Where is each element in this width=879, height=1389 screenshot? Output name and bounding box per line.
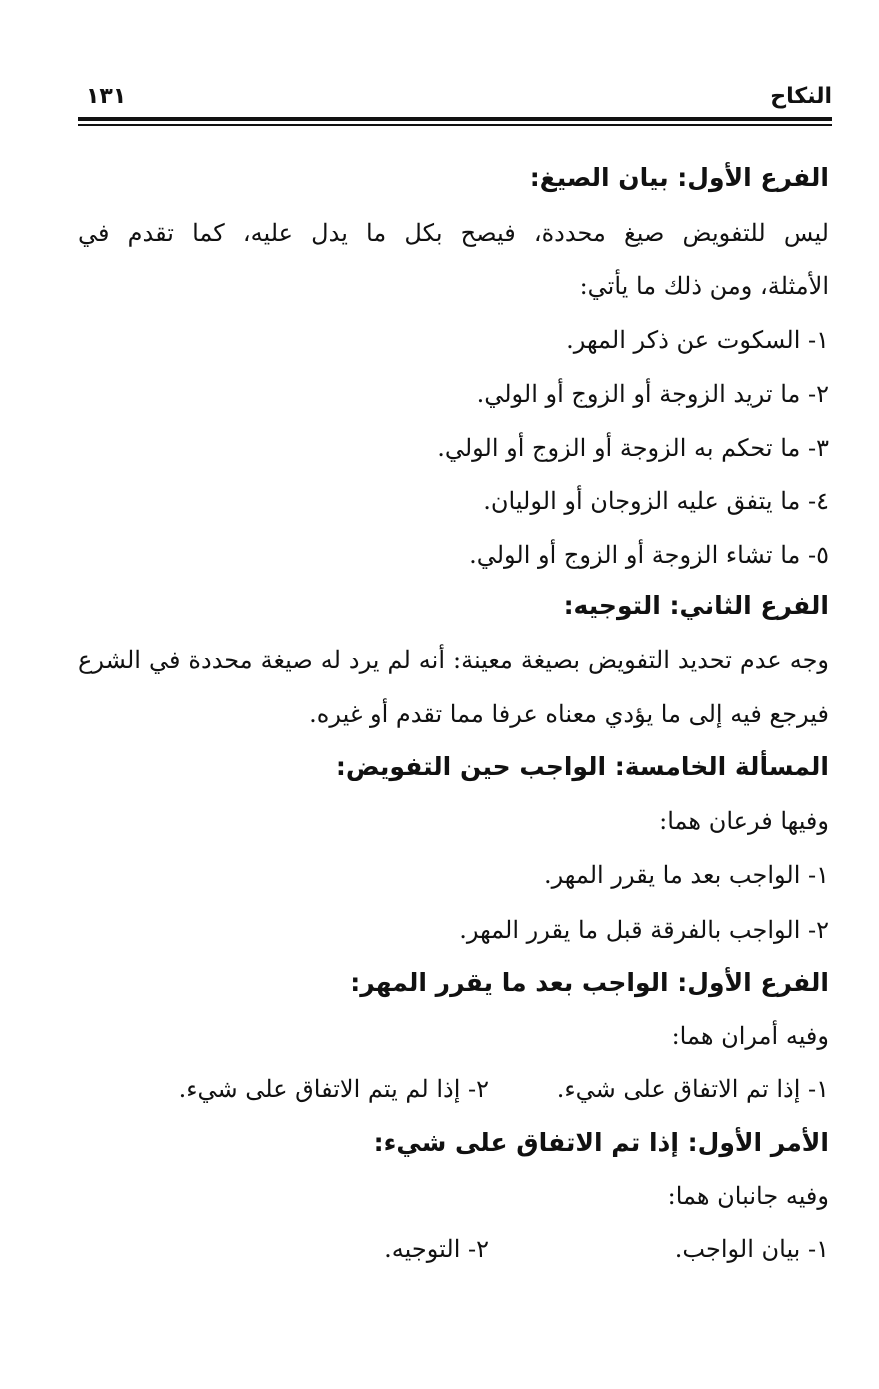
chapter-title: النكاح xyxy=(770,84,832,109)
list-item: ١- إذا تم الاتفاق على شيء. xyxy=(556,1075,829,1103)
paragraph-line: وفيه أمران هما: xyxy=(671,1022,829,1050)
list-item: ٤- ما يتفق عليه الزوجان أو الوليان. xyxy=(483,487,829,515)
list-item: ٢- ما تريد الزوجة أو الزوج أو الولي. xyxy=(476,380,829,408)
list-item: ١- بيان الواجب. xyxy=(674,1235,829,1263)
list-item: ٢- التوجيه. xyxy=(384,1235,489,1263)
section-heading: الفرع الثاني: التوجيه: xyxy=(563,591,829,620)
paragraph-line: وجه عدم تحديد التفويض بصيغة معينة: أنه لم يرد له صيغة محددة في الشرع xyxy=(78,646,829,674)
header-rule-thin xyxy=(78,124,832,126)
list-item: ٢- الواجب بالفرقة قبل ما يقرر المهر. xyxy=(459,916,829,944)
paragraph-line: وفيها فرعان هما: xyxy=(659,807,829,835)
section-heading: الفرع الأول: الواجب بعد ما يقرر المهر: xyxy=(350,968,829,997)
list-item: ٣- ما تحكم به الزوجة أو الزوج أو الولي. xyxy=(437,434,829,462)
paragraph-line: فيرجع فيه إلى ما يؤدي معناه عرفا مما تقدم أو غيره. xyxy=(309,700,829,728)
two-column-list xyxy=(179,1071,829,1107)
paragraph-line: ليس للتفويض صيغ محددة، فيصح بكل ما يدل عليه، كما تقدم في xyxy=(78,219,829,247)
list-item: ١- الواجب بعد ما يقرر المهر. xyxy=(543,861,829,889)
two-column-list xyxy=(384,1231,829,1267)
paragraph-line: الأمثلة، ومن ذلك ما يأتي: xyxy=(579,272,829,300)
page-number: ١٣١ xyxy=(86,84,127,109)
header-rule-thick xyxy=(78,117,832,121)
section-heading: الفرع الأول: بيان الصيغ: xyxy=(529,163,829,192)
list-item: ٢- إذا لم يتم الاتفاق على شيء. xyxy=(178,1075,489,1103)
section-heading: الأمر الأول: إذا تم الاتفاق على شيء: xyxy=(373,1128,829,1157)
list-item: ١- السكوت عن ذكر المهر. xyxy=(566,326,829,354)
list-item: ٥- ما تشاء الزوجة أو الزوج أو الولي. xyxy=(469,541,829,569)
paragraph-line: وفيه جانبان هما: xyxy=(667,1182,829,1210)
section-heading: المسألة الخامسة: الواجب حين التفويض: xyxy=(335,752,829,781)
